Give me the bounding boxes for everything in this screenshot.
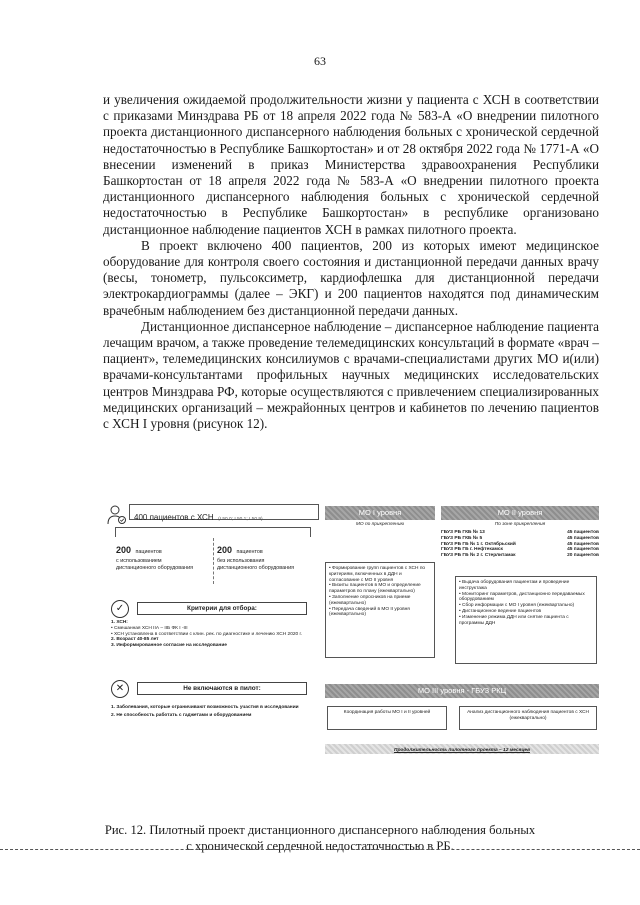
excluded-title-box <box>137 682 307 695</box>
hospital-count: 45 пациентов <box>567 530 599 535</box>
level2-header: МО II уровня <box>441 506 599 520</box>
level1-header: МО I уровня <box>325 506 435 520</box>
group-a-desc: с использованием дистанционного оборудования <box>116 558 194 571</box>
hospital-row <box>441 553 599 559</box>
level2-item: • Изменение режима ДДН или снятие пациента с программы ДДН <box>459 614 569 626</box>
level1-item: • Формирование групп пациентов с ХСН по критериям, включенных в ДДН и согласование с МО II уровня <box>329 566 426 583</box>
group-b-box <box>213 538 309 584</box>
patients-total: 400 пациентов с ХСН <box>134 513 214 522</box>
group-b-desc: без использования дистанционного оборудования <box>217 558 295 571</box>
level3-header: МО III уровня - ГБУЗ РКЦ <box>325 684 599 698</box>
hospital-count: 45 пациентов <box>567 547 599 553</box>
patients-total-box <box>129 504 319 520</box>
page-divider <box>0 849 640 850</box>
hospital-name: ГБУЗ РБ ГБ № 2 г. Стерлитамак <box>441 553 516 559</box>
body-text <box>103 92 599 432</box>
cross-circle-icon: ✕ <box>111 680 129 698</box>
level3-right-box <box>459 706 597 730</box>
paragraph-3: Дистанционное диспансерное наблюдение – диспансерное наблюдение пациента лечащим врачом, а также проведение телемедицинских консультаций в формате «врач – пациент», телемедицинских консилиумов с врачами-специалистами других МО и(или) врачами-консультантами профильных научных медицинских исследовательских центров Минздрава РФ, которые осуществляются с привлечением специализированных медицинских организаций – межрайонных центров и кабинетов по лечению пациентов с ХСН I уровня (рисунок 12). <box>103 318 599 432</box>
level3-left-box <box>327 706 447 730</box>
group-b-count: 200 <box>217 545 233 555</box>
duration-text: Продолжительность пилотного проекта – 12 месяцев <box>394 748 530 753</box>
checkmark-circle-icon: ✓ <box>111 600 129 618</box>
criteria-list <box>111 620 319 649</box>
criteria-item: • Смешанная ХСН IIА – IIБ ФК I -III <box>111 625 188 631</box>
caption-line-2: с хронической сердечной недостаточностью в РБ. <box>186 838 454 853</box>
group-a-count: 200 <box>116 545 132 555</box>
paragraph-1: и увеличения ожидаемой продолжительности жизни у пациента с ХСН в соответствии с приказами Минздрава РБ от 18 апреля 2022 года № 583-А «О внедрении пилотного проекта дистанционного диспансерного наблюдения больных с хронической сердечной недостаточностью в Республике Башкортостан» и от 28 октября 2022 года № 1771-А «О внесении изменений в приказ Министерства здравоохранения Республики Башкортостан от 18 апреля 2022 года № 583-А «О внедрении пилотного проекта дистанционного диспансерного наблюдения больных с хронической сердечной недостаточностью в Республике Башкортостан» в республике организовано дистанционное наблюдение пациентов ХСН в рамках пилотного проекта. <box>103 92 599 237</box>
paragraph-2: В проект включено 400 пациентов, 200 из которых имеют медицинское оборудование для контроля своего состояния и дистанционной передачи данных врачу (весы, тонометр, пульсоксиметр, кардиофлешка для дистанционной передачи электрокардиограммы (далее – ЭКГ) и 200 пациентов находятся под динамическим врачебным наблюдением без дистанционной передачи данных. <box>103 237 599 318</box>
excluded-list <box>111 705 311 719</box>
excluded-title: Не включаются в пилот: <box>183 685 261 692</box>
hospital-name: ГБУЗ РБ ГКБ № 13 <box>441 530 485 535</box>
level2-item: • Мониторинг параметров, дистанционно передаваемых оборудованием <box>459 591 585 603</box>
level1-item: • Визиты пациентов в МО и определение параметров по плану (ежеквартально) <box>329 583 421 595</box>
hospital-name: ГБУЗ РБ ГБ № 1 г. Октябрьский <box>441 541 516 547</box>
hospital-name: ГБУЗ РБ ГБ г. Нефтекамск <box>441 547 503 553</box>
criteria-item: 3. Информированное согласие на исследование <box>111 643 227 649</box>
excluded-item: 1. Заболевания, которые ограничивают возможность участия в исследовании <box>111 705 299 710</box>
level3-right: Анализ дистанционного наблюдения пациентов с ХСН (ежеквартально) <box>467 710 589 721</box>
hospital-count: 45 пациентов <box>567 535 599 541</box>
level2-item: • Дистанционное ведение пациентов <box>459 608 542 614</box>
hospital-count: 20 пациентов <box>567 553 599 559</box>
level2-box <box>455 576 597 664</box>
criteria-item: 2. Возраст 40-85 лет <box>111 637 159 643</box>
level2-item: • Выдача оборудования пациентам и проведение инструктажа <box>459 580 570 591</box>
level1-item: • Передача сведений в МО II уровня (ежеквартально) <box>329 606 410 618</box>
group-b-label: пациентов <box>236 549 263 555</box>
level2-sub: По зоне прикрепления <box>494 522 546 527</box>
criteria-title-box <box>137 602 307 615</box>
patients-icon <box>107 504 127 526</box>
criteria-item: • ХСН установлена в соответствии с клин. рек. по диагностике и лечению ХСН 2020 г. <box>111 631 303 637</box>
hospital-name: ГБУЗ РБ ГКБ № 5 <box>441 535 483 541</box>
excluded-item: 2. Не способность работать с гаджетами и оборудованием <box>111 712 252 718</box>
duration-bar <box>325 744 599 754</box>
group-a-box <box>113 538 201 584</box>
criteria-item: 1. ХСН: <box>111 620 128 625</box>
caption-line-1: Рис. 12. Пилотный проект дистанционного диспансерного наблюдения больных <box>104 823 536 837</box>
level3-left: Координация работы МО I и II уровней <box>343 710 431 715</box>
level2-hospitals <box>441 530 599 559</box>
level1-sub: МО по прикреплению <box>355 522 405 527</box>
level2-item: • Сбор информации с МО I уровня (ежеквартально) <box>459 603 575 609</box>
level1-item: • Заполнение опросников на приеме (ежеквартально) <box>329 594 411 606</box>
hospital-count: 45 пациентов <box>567 541 599 547</box>
patients-total-note: (I 50.0; I 50.1; I 50.9) <box>218 517 263 522</box>
group-a-label: пациентов <box>135 549 162 555</box>
level1-box <box>325 562 435 658</box>
criteria-title: Критерии для отбора: <box>187 605 257 612</box>
page-number: 63 <box>314 54 326 68</box>
figure-pilot-project <box>107 500 607 800</box>
